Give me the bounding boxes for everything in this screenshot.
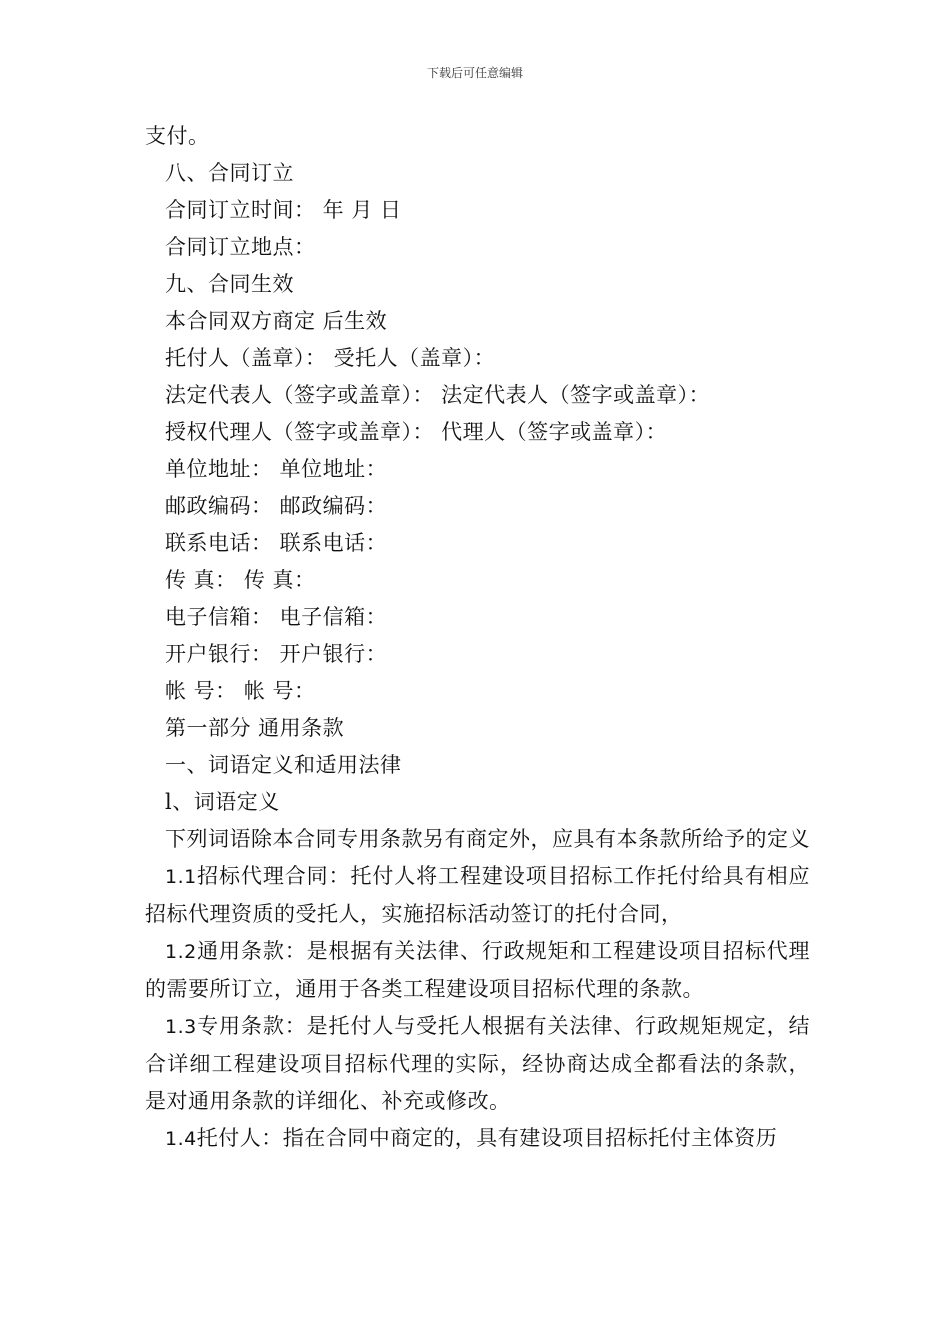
- document-line: 帐 号： 帐 号：: [165, 679, 316, 703]
- clause-paragraph: [145, 1008, 810, 1120]
- clause-number: 1.3: [165, 1016, 197, 1038]
- clause-paragraph: [145, 1120, 810, 1158]
- clause-text: 下列词语除本合同专用条款另有商定外，应具有本条款所给予的定义: [165, 827, 810, 851]
- clause-number: 1.1: [165, 866, 197, 888]
- document-line: 授权代理人（签字或盖章）： 代理人（签字或盖章）：: [165, 420, 668, 444]
- document-line: l、词语定义: [165, 790, 280, 814]
- clause-number: 1.2: [165, 941, 197, 963]
- page-header-note: 下载后可任意编辑: [426, 66, 523, 80]
- document-line: 法定代表人（签字或盖章）： 法定代表人（签字或盖章）：: [165, 383, 711, 407]
- document-line: 一、词语定义和适用法律: [165, 753, 402, 777]
- clause-text: 托付人：指在合同中商定的，具有建设项目招标托付主体资历: [196, 1126, 778, 1150]
- document-line: 邮政编码： 邮政编码：: [165, 494, 388, 518]
- document-line: 支付。: [145, 124, 210, 148]
- general-terms-paragraphs: [145, 821, 810, 1158]
- document-line: 开户银行： 开户银行：: [165, 642, 388, 666]
- document-line: 九、合同生效: [165, 272, 294, 296]
- document-line: 合同订立地点：: [165, 235, 316, 259]
- document-line: 八、合同订立: [165, 161, 294, 185]
- document-line: 合同订立时间： 年 月 日: [165, 198, 402, 222]
- document-line: 单位地址： 单位地址：: [165, 457, 388, 481]
- document-line: 本合同双方商定 后生效: [165, 309, 388, 333]
- document-line: 联系电话： 联系电话：: [165, 531, 388, 555]
- document-line: 传 真： 传 真：: [165, 568, 316, 592]
- clause-text: 招标代理合同：托付人将工程建设项目招标工作托付给具有相应招标代理资质的受托人，实施招标活动签订的托付合同，: [145, 864, 810, 926]
- document-line: 托付人（盖章）： 受托人（盖章）：: [165, 346, 496, 370]
- clause-text: 通用条款：是根据有关法律、行政规矩和工程建设项目招标代理的需要所订立，通用于各类工程建设项目招标代理的条款。: [145, 939, 810, 1001]
- contract-lines: [145, 118, 810, 821]
- document-line: 第一部分 通用条款: [165, 716, 345, 740]
- document-body: [145, 118, 810, 1158]
- clause-text: 专用条款：是托付人与受托人根据有关法律、行政规矩规定，结合详细工程建设项目招标代理的实际，经协商达成全都看法的条款，是对通用条款的详细化、补充或修改。: [145, 1014, 810, 1113]
- document-line: 电子信箱： 电子信箱：: [165, 605, 388, 629]
- clause-paragraph: [145, 933, 810, 1008]
- clause-paragraph: [145, 821, 810, 858]
- clause-paragraph: [145, 858, 810, 933]
- clause-number: 1.4: [165, 1128, 197, 1150]
